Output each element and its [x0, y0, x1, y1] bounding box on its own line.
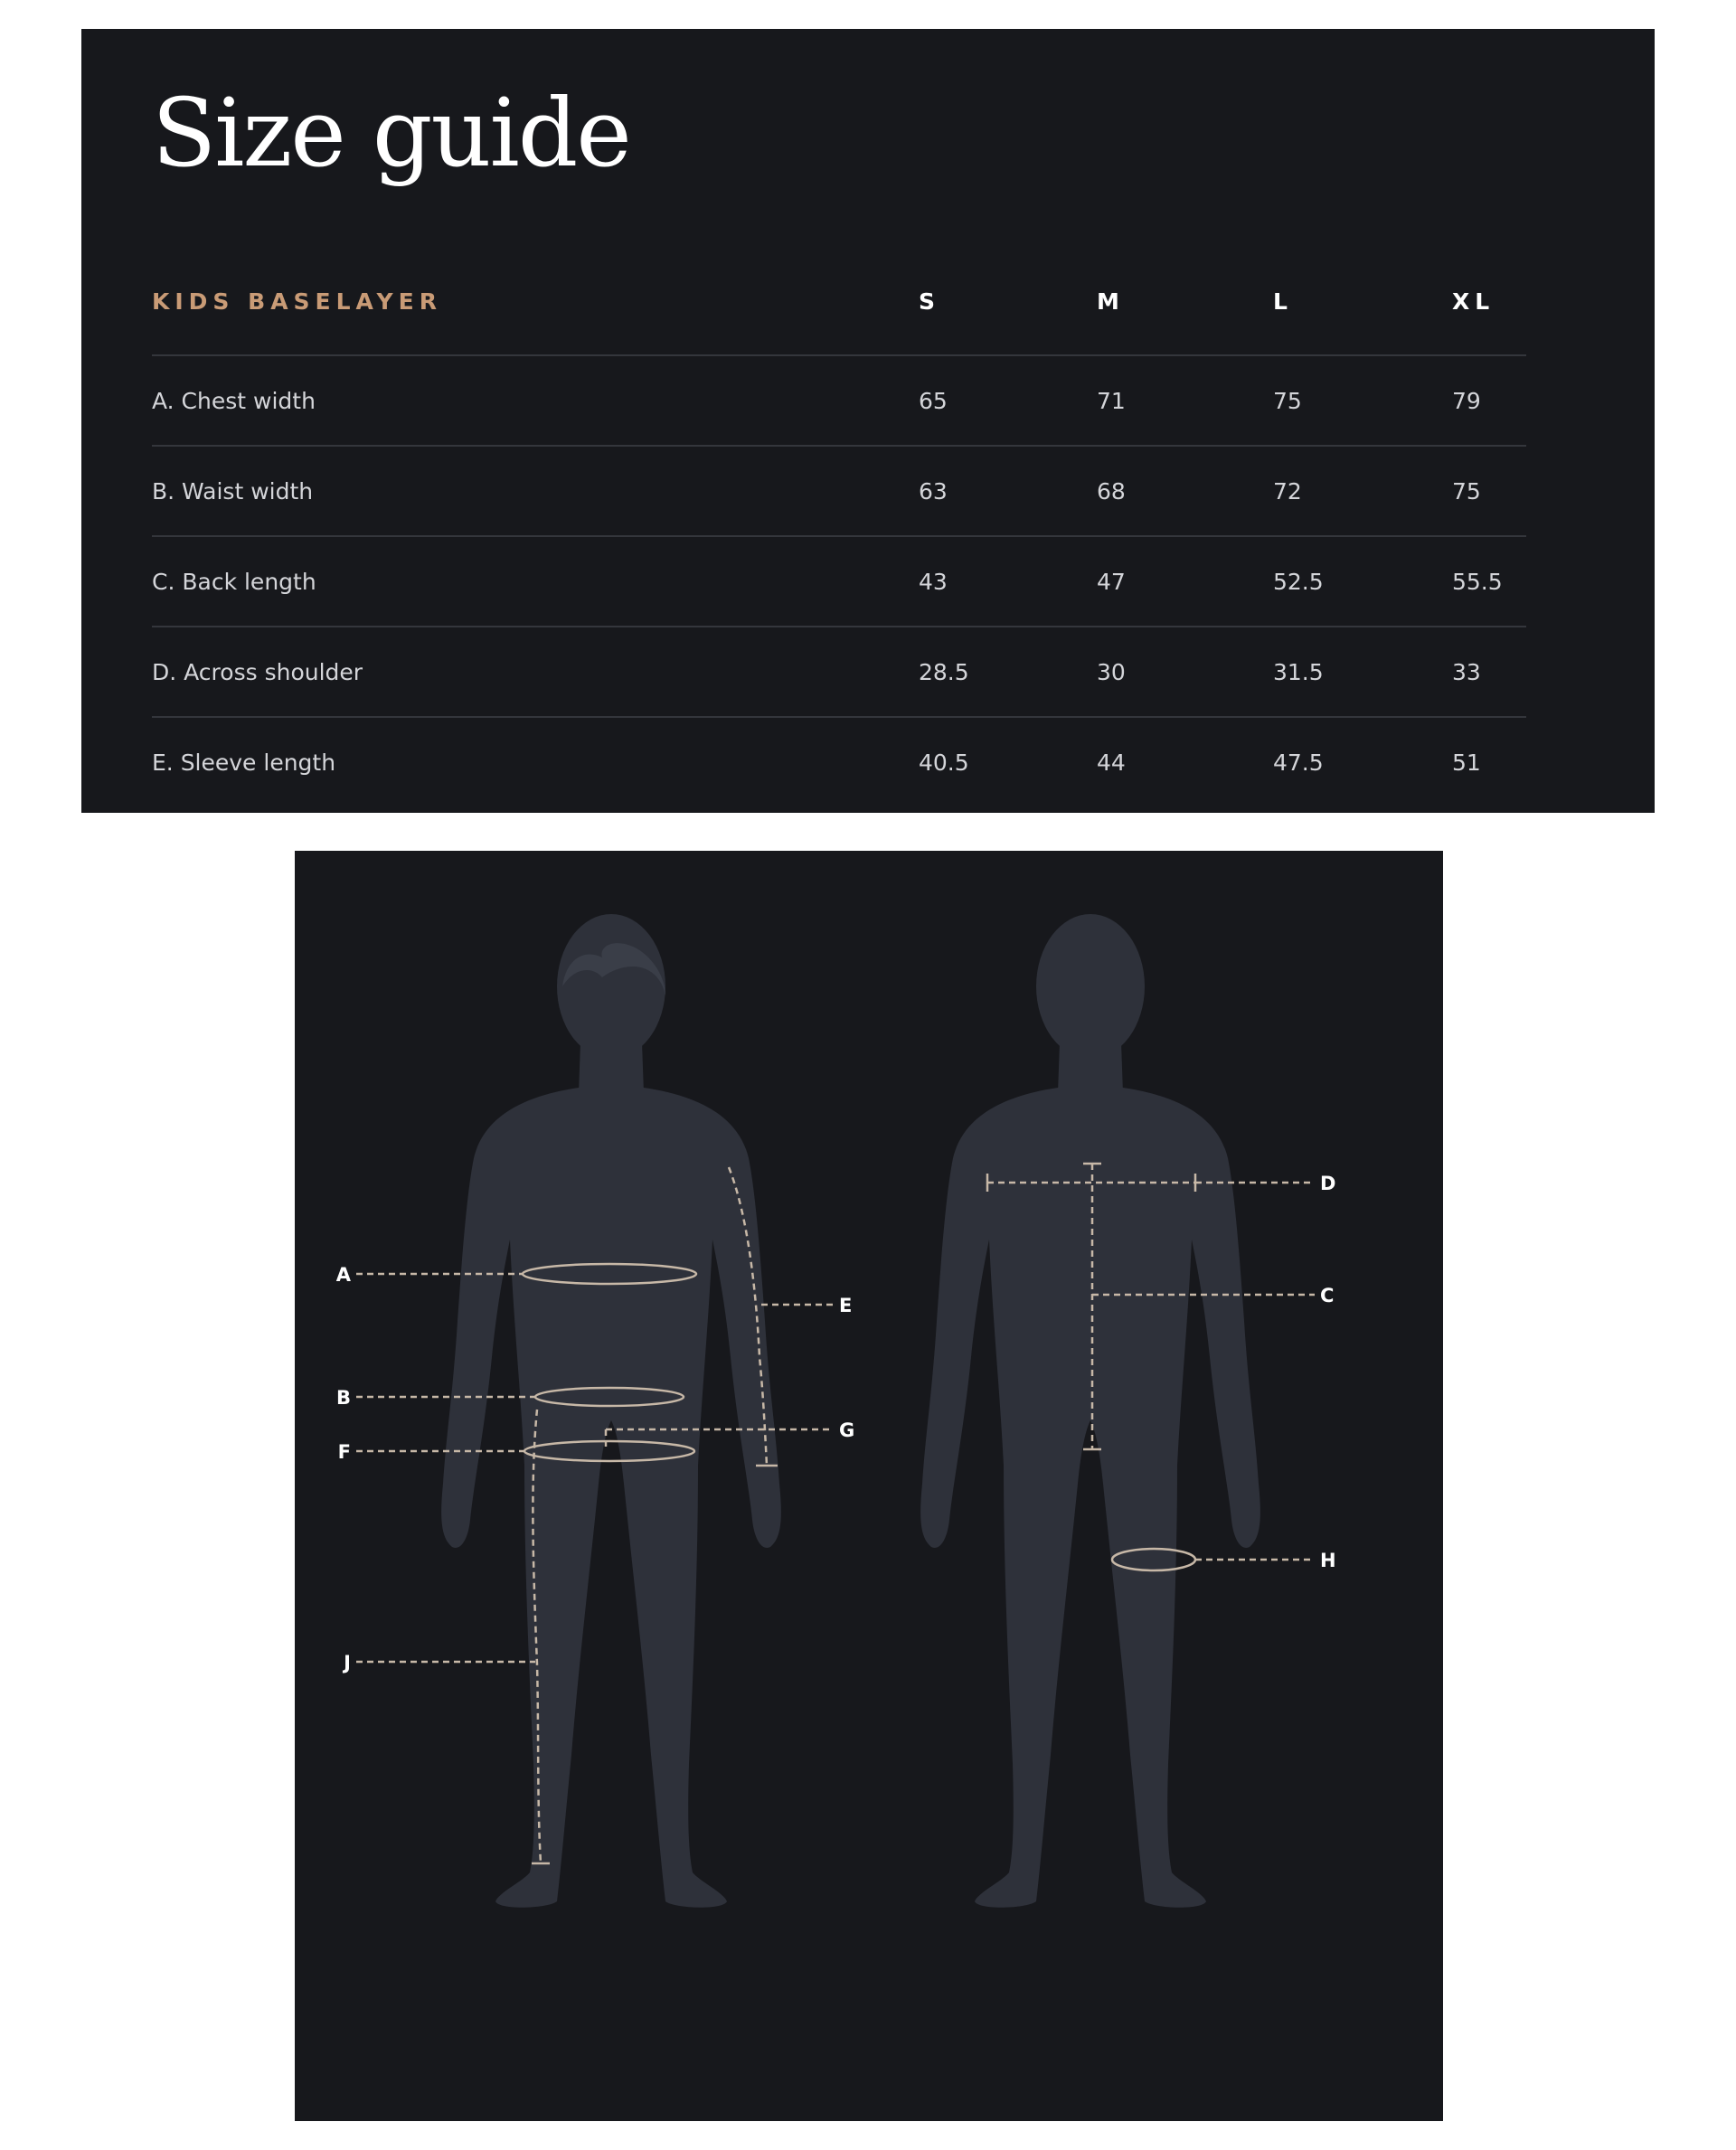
- cell-value: 33: [1452, 627, 1526, 717]
- page-title: Size guide: [152, 78, 630, 188]
- table-row: [152, 536, 1526, 627]
- size-header-s: S: [919, 248, 1097, 355]
- label-d: D: [1320, 1173, 1336, 1194]
- size-header-xl: XL: [1452, 248, 1526, 355]
- table-header-row: [152, 248, 1526, 355]
- label-b: B: [335, 1387, 351, 1409]
- label-c: C: [1320, 1285, 1335, 1306]
- label-a: A: [335, 1264, 351, 1286]
- back-figure-silhouette: [920, 914, 1260, 1908]
- cell-value: 55.5: [1452, 536, 1526, 627]
- cell-value: 43: [919, 536, 1097, 627]
- row-label: C. Back length: [152, 536, 919, 627]
- cell-value: 30: [1097, 627, 1273, 717]
- size-table: [152, 248, 1526, 806]
- label-g: G: [839, 1419, 855, 1441]
- size-header-l: L: [1273, 248, 1452, 355]
- cell-value: 72: [1273, 446, 1452, 536]
- cell-value: 75: [1452, 446, 1526, 536]
- table-row: [152, 355, 1526, 446]
- cell-value: 68: [1097, 446, 1273, 536]
- cell-value: 71: [1097, 355, 1273, 446]
- cell-value: 28.5: [919, 627, 1097, 717]
- table-row: [152, 717, 1526, 806]
- row-label: D. Across shoulder: [152, 627, 919, 717]
- label-e: E: [839, 1295, 853, 1316]
- cell-value: 79: [1452, 355, 1526, 446]
- cell-value: 63: [919, 446, 1097, 536]
- cell-value: 40.5: [919, 749, 969, 776]
- cell-value: 44: [1097, 749, 1126, 776]
- cell-value: 31.5: [1273, 627, 1452, 717]
- body-measurement-diagram: [295, 851, 1443, 2121]
- measurement-figure: [295, 851, 1443, 2121]
- size-header-m: M: [1097, 248, 1273, 355]
- label-h: H: [1320, 1550, 1336, 1571]
- row-label: B. Waist width: [152, 446, 919, 536]
- table-row: [152, 446, 1526, 536]
- cell-value: 52.5: [1273, 536, 1452, 627]
- size-guide-panel: [81, 29, 1655, 813]
- cell-value: 65: [919, 355, 1097, 446]
- row-label: E. Sleeve length: [152, 749, 336, 776]
- front-figure-silhouette: [441, 914, 781, 1908]
- label-f: F: [337, 1441, 351, 1463]
- label-j: J: [344, 1652, 351, 1674]
- row-label: A. Chest width: [152, 355, 919, 446]
- table-heading: KIDS BASELAYER: [152, 248, 919, 355]
- cell-value: 51: [1452, 749, 1481, 776]
- table-row: [152, 627, 1526, 717]
- cell-value: 75: [1273, 355, 1452, 446]
- cell-value: 47.5: [1273, 749, 1324, 776]
- cell-value: 47: [1097, 536, 1273, 627]
